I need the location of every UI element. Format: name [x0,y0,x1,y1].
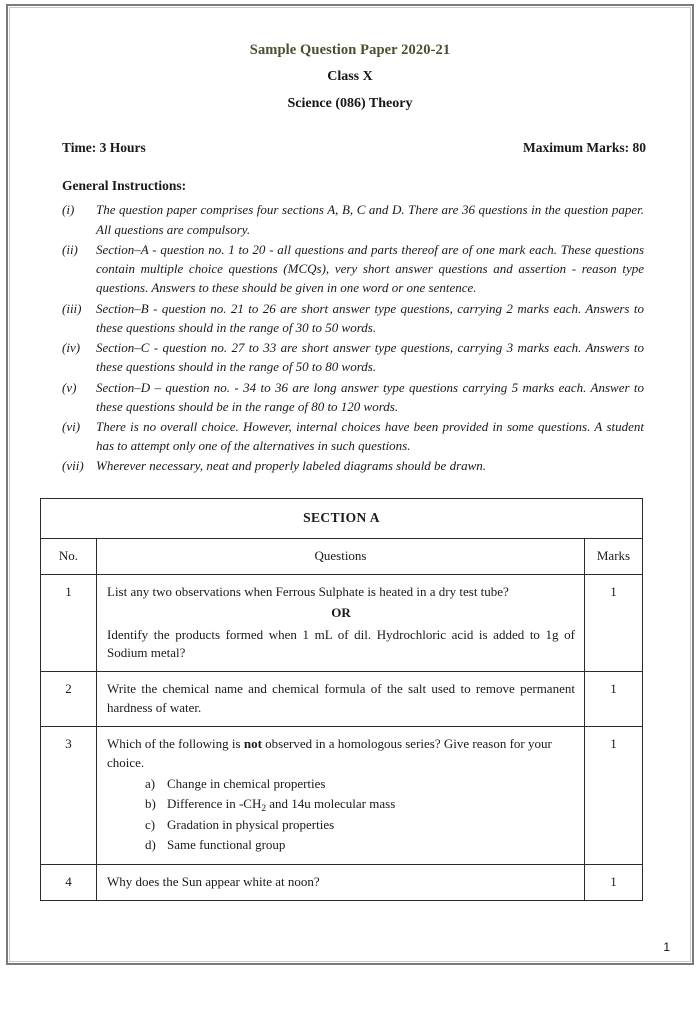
instruction-number: (vi) [62,418,81,434]
option-item[interactable] [145,794,575,814]
question-text: Why does the Sun appear white at noon? [107,873,320,889]
table-column-header-row [41,538,643,574]
option-key: d) [145,836,156,852]
question-marks: 1 [584,672,642,727]
column-header-no: No. [41,538,97,574]
instruction-number: (i) [62,202,75,218]
instruction-item [62,240,644,298]
table-row [41,864,643,900]
instruction-text: Section–B - question no. 21 to 26 are short answer type questions, carrying 2 marks each. Answers to these questions should in the range of 30 to 50 words. [96,300,644,335]
instructions-heading: General Instructions: [62,178,187,194]
time-label: Time: 3 Hours [62,140,146,156]
question-number: 4 [41,864,97,900]
question-number: 2 [41,672,97,727]
question-body [97,864,585,900]
option-text-post: and 14u molecular mass [266,796,396,812]
instruction-text: Section–D – question no. - 34 to 36 are long answer type questions carrying 5 marks each. Answer to these questions should be in the range of 80 to 120 words. [96,379,644,414]
question-text-part-a: Which of the following is [107,736,244,752]
option-label: Gradation in physical properties [167,816,335,832]
instruction-item [62,456,644,475]
question-emphasis-not: not [243,736,262,752]
question-text [107,735,575,772]
question-marks: 1 [584,864,642,900]
instruction-number: (iii) [62,300,82,316]
question-text-primary: List any two observations when Ferrous Sulphate is heated in a dry test tube? [107,583,509,599]
option-subscript: 2 [261,803,267,814]
instruction-number: (iv) [62,340,81,356]
question-text-part-b: observed in a homologous series? Give reason for your choice. [107,736,552,770]
instruction-number: (v) [62,379,77,395]
column-header-questions: Questions [97,538,585,574]
question-marks: 1 [584,727,642,864]
section-title: SECTION A [41,498,643,538]
option-item[interactable] [145,774,575,794]
question-body [97,672,585,727]
instruction-text: The question paper comprises four sections A, B, C and D. There are 36 questions in the question paper. All questions are compulsory. [96,202,644,237]
table-section-header-row [41,498,643,538]
document-header [0,0,700,114]
question-options-list [107,774,575,855]
instruction-number: (ii) [62,241,78,257]
option-label: Change in chemical properties [167,776,326,792]
question-marks: 1 [584,574,642,672]
questions-table-wrapper [40,498,643,902]
instruction-text: Wherever necessary, neat and properly labeled diagrams should be drawn. [96,458,487,474]
instruction-item [62,200,644,238]
question-text-alternative: Identify the products formed when 1 mL of dil. Hydrochloric acid is added to 1g of Sodium metal? [107,626,575,661]
question-or-divider: OR [331,605,351,621]
questions-table [40,498,643,902]
instructions-list [62,200,644,475]
page-number: 1 [663,940,670,954]
exam-meta-row [62,140,646,156]
option-label [167,794,575,814]
option-key: a) [145,776,156,792]
option-text-pre: Difference in -CH [167,796,262,812]
maximum-marks-label: Maximum Marks: 80 [523,140,646,156]
option-key: b) [145,796,156,812]
document-class: Class X [327,69,373,85]
instruction-text: There is no overall choice. However, internal choices have been provided in some questions. A student has to attempt only one of the alternatives in such questions. [96,418,644,454]
instruction-number: (vii) [62,458,84,474]
instruction-item [62,378,644,416]
page-title: Sample Question Paper 2020-21 [249,42,451,58]
option-item[interactable] [145,815,575,835]
question-body [97,574,585,672]
table-row [41,574,643,672]
table-row [41,727,643,864]
instruction-text: Section–A - question no. 1 to 20 - all questions and parts thereof are of one mark each. These questions contain multiple choice questions (MCQs), very short answer questions and assertion - reason type questions. Answers to these should be given in one word or one sentence. [96,241,644,296]
column-header-marks: Marks [584,538,642,574]
instruction-item [62,299,644,337]
option-item[interactable] [145,835,575,855]
option-label: Same functional group [167,836,286,852]
instruction-text: Section–C - question no. 27 to 33 are short answer type questions, carrying 3 marks each. Answers to these questions should in the range of 50 to 80 words. [96,340,644,375]
document-subject: Science (086) Theory [287,95,413,111]
option-key: c) [145,816,156,832]
question-text: Write the chemical name and chemical formula of the salt used to remove permanent hardness of water. [107,681,575,715]
question-body [97,727,585,864]
table-row [41,672,643,727]
instruction-item [62,338,644,376]
question-number: 3 [41,727,97,864]
question-number: 1 [41,574,97,672]
instruction-item [62,417,644,455]
